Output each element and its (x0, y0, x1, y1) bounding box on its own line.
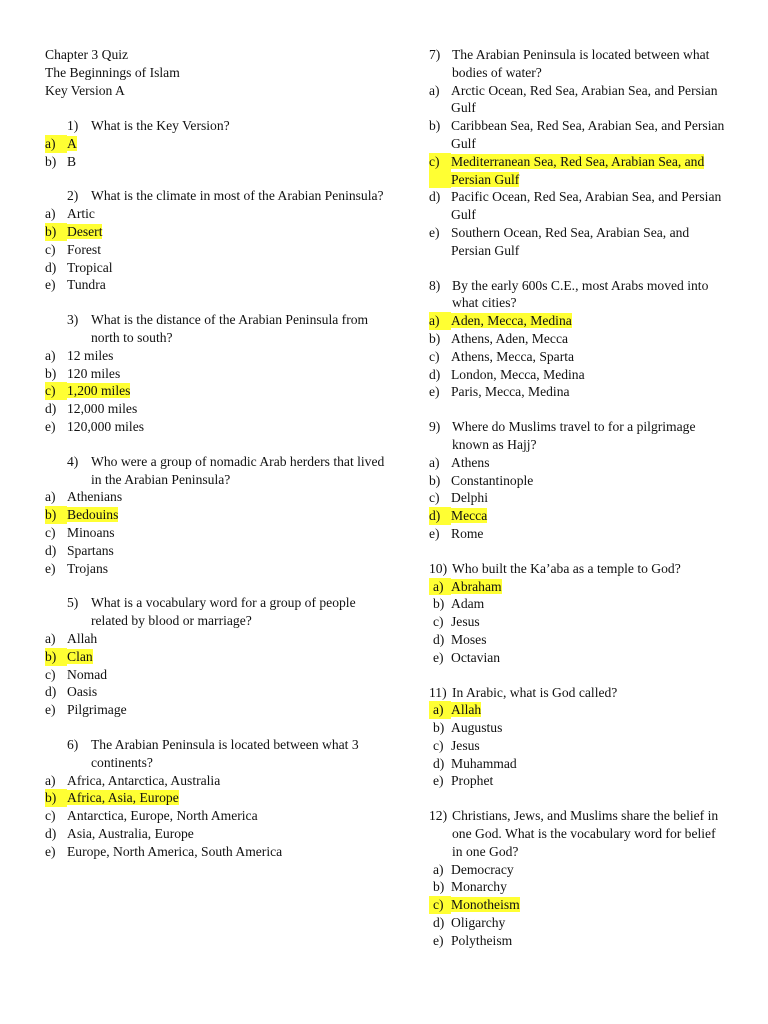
option-letter: a) (429, 578, 451, 596)
option-letter: a) (429, 701, 451, 719)
option-text-wrapper (67, 347, 390, 365)
option-letter: a) (433, 861, 444, 877)
option-letter: d) (45, 684, 57, 700)
option-text: Monarchy (451, 879, 507, 895)
option-text-wrapper (67, 524, 390, 542)
question-stem (429, 684, 729, 702)
option-letter: b) (45, 365, 57, 381)
option-text-wrapper (67, 382, 390, 400)
option-text: Monotheism (451, 897, 520, 913)
option-text: Arctic Ocean, Red Sea, Arabian Sea, and Persian Gulf (451, 82, 718, 116)
quiz-subtitle: The Beginnings of Islam (45, 65, 180, 80)
option-text-wrapper (67, 807, 390, 825)
option-letter: e) (45, 418, 56, 434)
answer-option-correct (45, 506, 390, 524)
option-letter: c) (433, 737, 444, 753)
option-text-wrapper (451, 507, 729, 525)
option-text-wrapper (67, 560, 390, 578)
option-text-wrapper (451, 330, 729, 348)
answer-option (429, 472, 729, 490)
option-text: Spartans (67, 542, 114, 558)
option-text-wrapper (451, 595, 729, 613)
option-text: 12,000 miles (67, 401, 138, 417)
option-letter: d) (433, 631, 445, 647)
answer-option (429, 330, 729, 348)
answer-option (45, 347, 390, 365)
question-text: In Arabic, what is God called? (452, 684, 618, 700)
answer-option (45, 241, 390, 259)
option-text: Jesus (451, 737, 480, 753)
answer-option-correct (429, 701, 729, 719)
option-letter: b) (433, 720, 445, 736)
option-letter: c) (45, 382, 67, 400)
option-text: Rome (451, 525, 484, 541)
option-text: Adam (451, 596, 485, 612)
option-text: Asia, Australia, Europe (67, 825, 194, 841)
option-letter: a) (429, 312, 451, 330)
question-text: What is the climate in most of the Arabian Peninsula? (91, 188, 384, 204)
option-text: Athens, Aden, Mecca (451, 330, 569, 346)
option-text: Paris, Mecca, Medina (451, 384, 570, 400)
quiz-header (45, 46, 390, 100)
answer-option (429, 772, 729, 790)
option-text: Africa, Asia, Europe (67, 790, 179, 806)
question-stem (429, 46, 729, 82)
option-letter: b) (433, 879, 445, 895)
option-letter: b) (45, 506, 67, 524)
option-text: Desert (67, 223, 103, 239)
answer-option (45, 683, 390, 701)
question-12 (429, 807, 729, 949)
option-text-wrapper (451, 755, 729, 773)
option-text: A (67, 135, 77, 151)
option-letter: d) (45, 259, 57, 275)
option-text-wrapper (451, 472, 729, 490)
option-text: Europe, North America, South America (67, 843, 283, 859)
option-text-wrapper (451, 737, 729, 755)
question-stem (45, 117, 390, 135)
option-letter: c) (45, 524, 56, 540)
answer-option (429, 454, 729, 472)
question-text: Christians, Jews, and Muslims share the belief in one God. What is the vocabulary word for belief in one God? (452, 808, 719, 859)
question-text: What is the distance of the Arabian Peninsula from north to south? (91, 312, 369, 345)
left-column (45, 46, 390, 877)
option-text-wrapper (451, 613, 729, 631)
question-text: By the early 600s C.E., most Arabs moved into what cities? (452, 277, 709, 311)
option-text-wrapper (451, 719, 729, 737)
question-10 (429, 560, 729, 667)
option-letter: e) (429, 525, 440, 541)
option-letter: e) (45, 277, 56, 293)
option-text: Allah (451, 702, 482, 718)
option-text: Aden, Mecca, Medina (451, 313, 572, 329)
answer-option (429, 224, 729, 260)
option-text: Allah (67, 630, 98, 646)
answer-option (45, 365, 390, 383)
answer-option-correct (429, 578, 729, 596)
question-4 (45, 453, 390, 578)
answer-option-correct (45, 223, 390, 241)
answer-option (45, 524, 390, 542)
answer-option (429, 383, 729, 401)
option-text: 12 miles (67, 347, 114, 363)
answer-option (45, 843, 390, 861)
option-letter: c) (45, 241, 56, 257)
option-letter: e) (45, 560, 56, 576)
option-text: Antarctica, Europe, North America (67, 808, 258, 824)
option-text-wrapper (67, 205, 390, 223)
chapter-title: Chapter 3 Quiz (45, 47, 129, 62)
question-text: The Arabian Peninsula is located between what 3 continents? (91, 736, 359, 770)
answer-option (429, 649, 729, 667)
question-number: 8) (429, 277, 441, 293)
option-text-wrapper (451, 153, 729, 189)
question-text: Who were a group of nomadic Arab herders that lived in the Arabian Peninsula? (91, 453, 385, 487)
answer-option (429, 489, 729, 507)
answer-option (429, 613, 729, 631)
answer-option (429, 366, 729, 384)
option-text-wrapper (67, 276, 390, 294)
answer-option-correct (45, 382, 390, 400)
option-text-wrapper (67, 825, 390, 843)
answer-option (45, 259, 390, 277)
option-text: Abraham (451, 578, 502, 594)
option-text-wrapper (67, 135, 390, 153)
option-text-wrapper (67, 506, 390, 524)
option-letter: c) (45, 666, 56, 682)
option-text: Muhammad (451, 755, 517, 771)
option-text-wrapper (451, 932, 729, 950)
question-1 (45, 117, 390, 170)
option-text: Oasis (67, 684, 98, 700)
question-number: 10) (429, 560, 448, 576)
option-text-wrapper (67, 488, 390, 506)
option-text: 120 miles (67, 365, 121, 381)
question-stem (429, 418, 729, 454)
option-text-wrapper (67, 418, 390, 436)
option-text-wrapper (451, 383, 729, 401)
question-number: 5) (67, 595, 79, 611)
option-text-wrapper (67, 772, 390, 790)
question-number: 2) (67, 188, 79, 204)
option-text-wrapper (451, 117, 729, 153)
question-stem (429, 560, 729, 578)
option-text-wrapper (67, 648, 390, 666)
option-text: Minoans (67, 524, 115, 540)
option-text-wrapper (451, 631, 729, 649)
option-text-wrapper (451, 578, 729, 596)
option-text-wrapper (451, 366, 729, 384)
answer-option (429, 861, 729, 879)
answer-option (429, 631, 729, 649)
option-text-wrapper (67, 683, 390, 701)
option-letter: e) (429, 384, 440, 400)
option-text: Democracy (451, 861, 514, 877)
option-text: Trojans (67, 560, 109, 576)
answer-option (45, 772, 390, 790)
answer-option (429, 914, 729, 932)
question-stem (45, 736, 390, 772)
option-letter: b) (45, 789, 67, 807)
key-version: Key Version A (45, 83, 125, 98)
option-letter: c) (45, 808, 56, 824)
option-text: Tundra (67, 277, 106, 293)
question-7 (429, 46, 729, 260)
option-letter: b) (429, 118, 441, 134)
answer-option (45, 542, 390, 560)
option-letter: b) (45, 648, 67, 666)
answer-option (429, 755, 729, 773)
option-text-wrapper (67, 542, 390, 560)
option-text-wrapper (451, 348, 729, 366)
option-text: Africa, Antarctica, Australia (67, 772, 221, 788)
answer-option (45, 560, 390, 578)
answer-option (429, 878, 729, 896)
option-letter: d) (429, 189, 441, 205)
option-letter: d) (433, 755, 445, 771)
answer-option (45, 701, 390, 719)
option-text-wrapper (67, 666, 390, 684)
option-text-wrapper (67, 789, 390, 807)
option-text-wrapper (67, 259, 390, 277)
answer-option-correct (429, 153, 729, 189)
option-text-wrapper (67, 365, 390, 383)
option-text-wrapper (451, 454, 729, 472)
option-letter: a) (45, 630, 56, 646)
answer-option (429, 188, 729, 224)
option-letter: c) (433, 614, 444, 630)
question-number: 6) (67, 736, 79, 752)
answer-option (45, 400, 390, 418)
option-letter: c) (429, 348, 440, 364)
option-text: Constantinople (451, 472, 534, 488)
answer-option (45, 488, 390, 506)
option-text: Caribbean Sea, Red Sea, Arabian Sea, and Persian Gulf (451, 118, 725, 151)
option-text: Artic (67, 206, 95, 222)
option-text: Athenians (67, 489, 123, 505)
option-text: Nomad (67, 666, 108, 682)
option-letter: b) (45, 153, 57, 169)
question-5 (45, 594, 390, 719)
answer-option (45, 205, 390, 223)
option-text: 120,000 miles (67, 418, 145, 434)
option-text-wrapper (67, 153, 390, 171)
option-text-wrapper (451, 224, 729, 260)
question-text: Where do Muslims travel to for a pilgrimage known as Hajj? (452, 419, 696, 452)
option-text: Southern Ocean, Red Sea, Arabian Sea, and Persian Gulf (451, 224, 690, 258)
question-stem (45, 311, 390, 347)
answer-option (45, 418, 390, 436)
option-text-wrapper (67, 241, 390, 259)
option-text-wrapper (451, 312, 729, 330)
right-column (429, 46, 729, 967)
question-number: 9) (429, 419, 441, 435)
option-text-wrapper (451, 489, 729, 507)
option-text: Prophet (451, 773, 494, 789)
option-text-wrapper (451, 896, 729, 914)
option-text-wrapper (67, 400, 390, 418)
option-letter: d) (45, 542, 57, 558)
option-text: Tropical (67, 259, 113, 275)
option-letter: a) (429, 454, 440, 470)
option-text: 1,200 miles (67, 383, 131, 399)
question-11 (429, 684, 729, 791)
question-number: 1) (67, 118, 79, 133)
option-text: London, Mecca, Medina (451, 366, 585, 382)
option-letter: e) (45, 843, 56, 859)
option-letter: d) (429, 366, 441, 382)
option-letter: a) (45, 772, 56, 788)
option-letter: a) (429, 82, 440, 98)
option-letter: e) (433, 773, 444, 789)
answer-option (45, 153, 390, 171)
option-text-wrapper (67, 701, 390, 719)
option-letter: b) (429, 472, 441, 488)
answer-option (429, 525, 729, 543)
option-text: Clan (67, 648, 93, 664)
option-text-wrapper (451, 878, 729, 896)
question-2 (45, 187, 390, 294)
answer-option (45, 276, 390, 294)
answer-option-correct (429, 507, 729, 525)
question-3 (45, 311, 390, 436)
answer-option (429, 117, 729, 153)
option-text-wrapper (451, 525, 729, 543)
answer-option (45, 666, 390, 684)
left-question-list (45, 117, 390, 860)
option-text: Athens, Mecca, Sparta (451, 348, 575, 364)
option-text-wrapper (451, 649, 729, 667)
option-text-wrapper (451, 82, 729, 118)
option-text: Moses (451, 631, 487, 647)
right-question-list (429, 46, 729, 950)
option-letter: e) (45, 702, 56, 718)
question-6 (45, 736, 390, 861)
question-9 (429, 418, 729, 543)
question-stem (45, 187, 390, 205)
answer-option-correct (45, 648, 390, 666)
answer-option (429, 348, 729, 366)
option-letter: d) (45, 825, 57, 841)
option-text: Delphi (451, 490, 488, 506)
answer-option-correct (429, 896, 729, 914)
option-text: Pacific Ocean, Red Sea, Arabian Sea, and Persian Gulf (451, 189, 722, 223)
option-letter: a) (45, 135, 67, 153)
answer-option-correct (429, 312, 729, 330)
answer-option-correct (45, 135, 390, 153)
option-text: Forest (67, 241, 101, 257)
option-letter: a) (45, 489, 56, 505)
option-text-wrapper (451, 772, 729, 790)
option-text: Mecca (451, 508, 488, 524)
answer-option (429, 595, 729, 613)
option-letter: c) (429, 896, 451, 914)
option-text: Pilgrimage (67, 702, 127, 718)
option-letter: d) (429, 507, 451, 525)
question-text: What is a vocabulary word for a group of people related by blood or marriage? (91, 595, 356, 629)
option-letter: e) (433, 649, 444, 665)
option-letter: c) (429, 153, 451, 189)
question-stem (45, 453, 390, 489)
question-number: 3) (67, 312, 79, 328)
option-text: Oligarchy (451, 915, 506, 931)
option-letter: a) (45, 347, 56, 363)
option-text: Augustus (451, 720, 503, 736)
option-text: Bedouins (67, 507, 119, 523)
option-letter: e) (429, 224, 440, 240)
option-text-wrapper (451, 861, 729, 879)
question-text: The Arabian Peninsula is located between what bodies of water? (452, 47, 710, 80)
answer-option-correct (45, 789, 390, 807)
option-letter: e) (433, 932, 444, 948)
option-text-wrapper (451, 188, 729, 224)
option-text-wrapper (451, 701, 729, 719)
question-number: 7) (429, 47, 441, 62)
answer-option (45, 825, 390, 843)
option-letter: a) (45, 206, 56, 222)
option-letter: b) (433, 596, 445, 612)
option-letter: d) (45, 401, 57, 417)
option-text: Mediterranean Sea, Red Sea, Arabian Sea, and Persian Gulf (451, 153, 705, 187)
question-text: What is the Key Version? (91, 118, 230, 133)
answer-option (45, 630, 390, 648)
answer-option (45, 807, 390, 825)
question-stem (45, 594, 390, 630)
option-text-wrapper (67, 843, 390, 861)
option-text-wrapper (67, 630, 390, 648)
option-text: B (67, 153, 77, 169)
question-text: Who built the Ka’aba as a temple to God? (452, 560, 681, 576)
option-text: Athens (451, 454, 490, 470)
option-text-wrapper (451, 914, 729, 932)
option-letter: b) (45, 223, 67, 241)
option-letter: d) (433, 915, 445, 931)
answer-option (429, 932, 729, 950)
option-letter: b) (429, 330, 441, 346)
option-text-wrapper (67, 223, 390, 241)
question-8 (429, 277, 729, 402)
answer-option (429, 737, 729, 755)
option-text: Jesus (451, 614, 480, 630)
option-text: Octavian (451, 649, 501, 665)
question-stem (429, 807, 729, 860)
option-letter: c) (429, 490, 440, 506)
question-number: 12) (429, 808, 448, 824)
question-number: 11) (429, 684, 447, 700)
question-number: 4) (67, 453, 79, 469)
answer-option (429, 719, 729, 737)
option-text: Polytheism (451, 932, 513, 948)
answer-option (429, 82, 729, 118)
question-stem (429, 277, 729, 313)
